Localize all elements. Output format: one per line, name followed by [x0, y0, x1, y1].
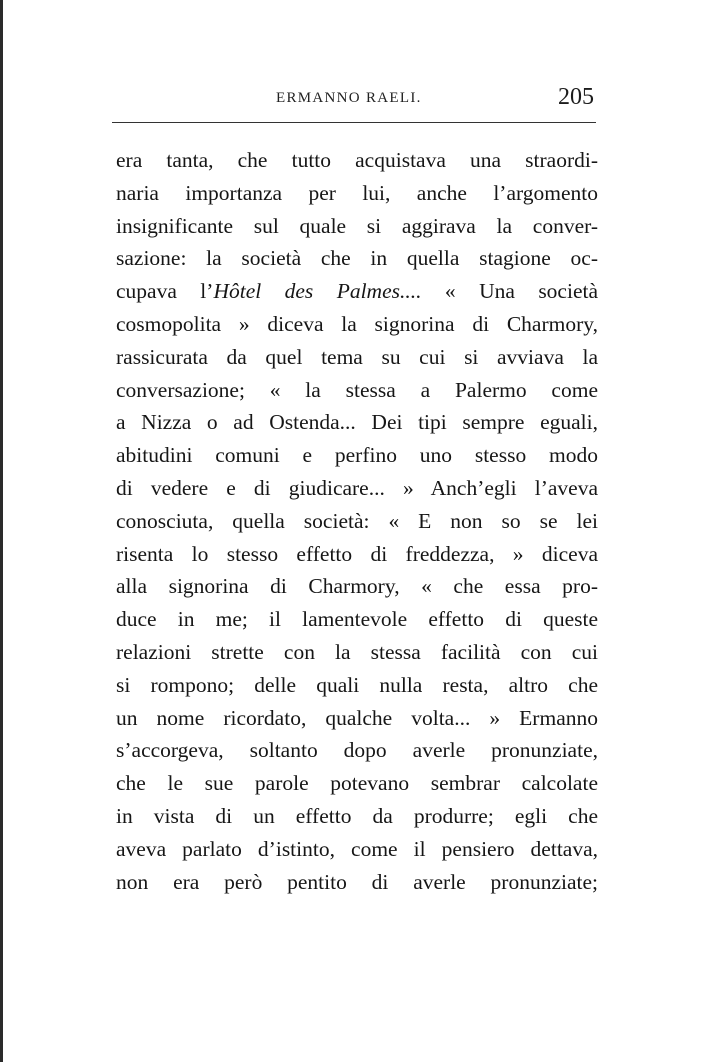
text-line: in vista di un effetto da produrre; egli che — [116, 803, 598, 828]
text-line: sazione: la società che in quella stagione oc- — [116, 246, 598, 271]
text-line: si rompono; delle quali nulla resta, altro che — [116, 672, 598, 697]
page-number: 205 — [558, 84, 594, 110]
text-line: naria importanza per lui, anche l’argomento — [116, 180, 598, 205]
text-line: duce in me; il lamentevole effetto di queste — [116, 607, 598, 632]
page-edge-shadow — [0, 0, 3, 1062]
book-page — [116, 84, 599, 894]
running-title: ERMANNO RAELI. — [276, 90, 422, 106]
text-line: cosmopolita » diceva la signorina di Charmory, — [116, 311, 598, 336]
body-text — [116, 144, 598, 898]
text-fragment: cupava l’ — [116, 279, 214, 304]
text-line: abitudini comuni e perfino uno stesso modo — [116, 443, 598, 468]
text-fragment: « Una società — [421, 279, 599, 304]
text-line: era tanta, che tutto acquistava una straordi- — [116, 148, 598, 172]
text-line: che le sue parole potevano sembrar calcolate — [116, 771, 598, 796]
text-line: rassicurata da quel tema su cui si avviava la — [116, 344, 598, 369]
text-line: aveva parlato d’istinto, come il pensiero dettava, — [116, 836, 598, 861]
running-head — [116, 84, 598, 118]
text-line — [116, 275, 598, 308]
italic-hotel-name: Hôtel des Palmes.... — [213, 279, 422, 304]
text-line: insignificante sul quale si aggirava la conver- — [116, 213, 598, 238]
text-line: conosciuta, quella società: « E non so se lei — [116, 508, 598, 533]
text-line: conversazione; « la stessa a Palermo come — [116, 377, 598, 402]
text-line: relazioni strette con la stessa facilità con cui — [116, 639, 598, 664]
header-rule — [112, 122, 596, 123]
text-line: a Nizza o ad Ostenda... Dei tipi sempre eguali, — [116, 410, 598, 435]
text-line: un nome ricordato, qualche volta... » Ermanno — [116, 705, 598, 730]
text-line: risenta lo stesso effetto di freddezza, » diceva — [116, 541, 598, 566]
text-line: s’accorgeva, soltanto dopo averle pronunziate, — [116, 738, 598, 763]
text-line: non era però pentito di averle pronunziate; — [116, 869, 598, 894]
text-line: alla signorina di Charmory, « che essa pro- — [116, 574, 598, 599]
text-line: di vedere e di giudicare... » Anch’egli l’aveva — [116, 475, 598, 500]
